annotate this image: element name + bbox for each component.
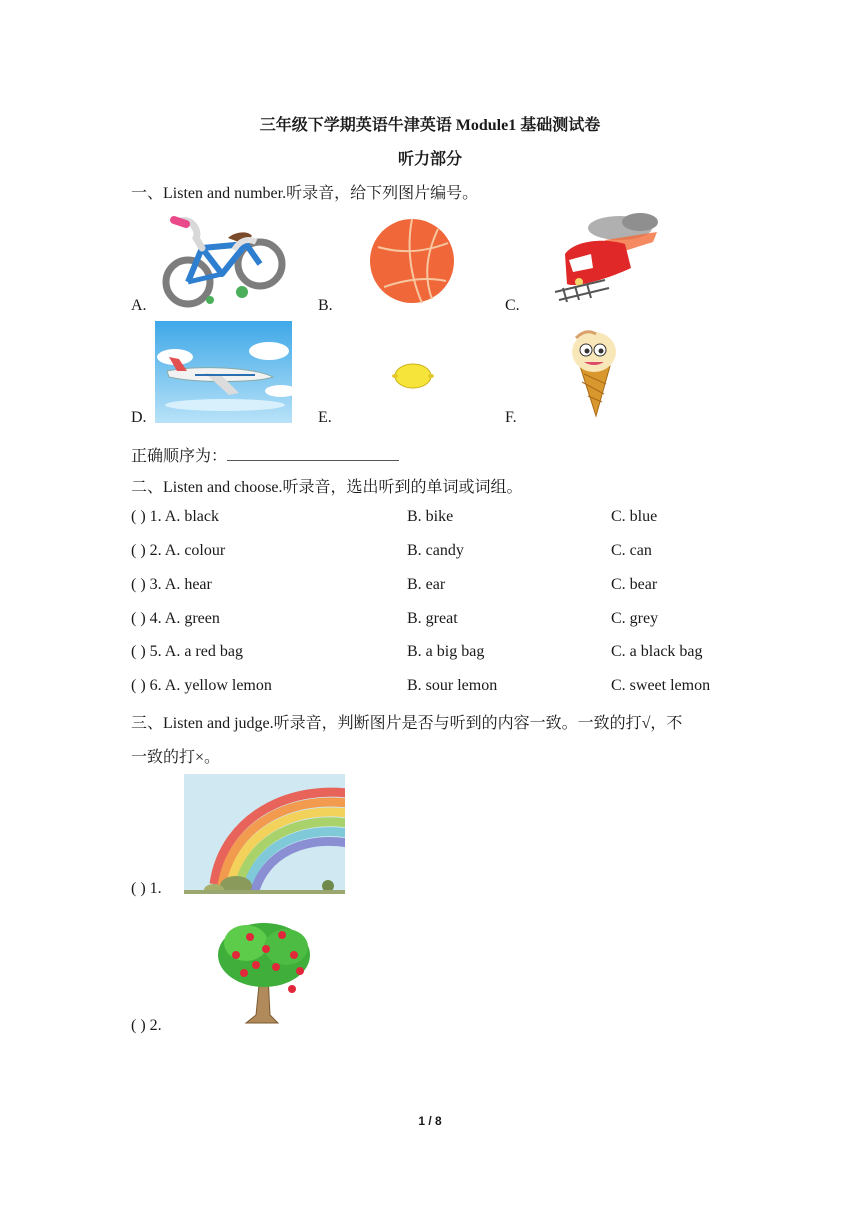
q4-option-c: C. grey: [611, 610, 659, 627]
q1-option-c: C. blue: [611, 508, 658, 525]
section3-heading-line2: 一致的打×。: [131, 749, 221, 766]
apple-tree-picture: [216, 915, 316, 1025]
answer-line: [131, 443, 399, 466]
rainbow-picture: [184, 774, 345, 894]
q2-option-c: C. can: [611, 542, 652, 559]
q5-option-c: C. a black bag: [611, 643, 703, 660]
label-e: E.: [318, 409, 332, 426]
q6-option-a: ( ) 6. A. yellow lemon: [131, 677, 272, 694]
page-title: 三年级下学期英语牛津英语 Module1 基础测试卷: [259, 117, 601, 134]
q4-option-a: ( ) 4. A. green: [131, 610, 220, 627]
q1-option-b: B. bike: [407, 508, 454, 525]
ball-picture: [368, 217, 456, 305]
train-picture: [545, 210, 665, 305]
q2-option-a: ( ) 2. A. colour: [131, 542, 226, 559]
q3-option-c: C. bear: [611, 576, 658, 593]
lemon-picture: [392, 362, 434, 390]
page-number: 1 / 8: [418, 1114, 442, 1128]
label-f: F.: [505, 409, 517, 426]
q3-option-b: B. ear: [407, 576, 446, 593]
page-subtitle: 听力部分: [397, 151, 462, 168]
answer-blank[interactable]: [227, 446, 399, 461]
section3-heading-line1: 三、Listen and judge.听录音，判断图片是否与听到的内容一致。一致的打√，不: [131, 715, 683, 732]
q1-option-a: ( ) 1. A. black: [131, 508, 219, 525]
q4-option-b: B. great: [407, 610, 458, 627]
q6-option-c: C. sweet lemon: [611, 677, 711, 694]
section1-heading: 一、Listen and number.听录音，给下列图片编号。: [131, 185, 479, 202]
label-d: D.: [131, 409, 147, 426]
bike-picture: [160, 210, 288, 310]
q3-option-a: ( ) 3. A. hear: [131, 576, 212, 593]
judge-item-1: ( ) 1.: [131, 880, 162, 897]
q6-option-b: B. sour lemon: [407, 677, 498, 694]
section2-heading: 二、Listen and choose.听录音，选出听到的单词或词组。: [131, 479, 523, 496]
ice-cream-picture: [566, 326, 622, 418]
q5-option-a: ( ) 5. A. a red bag: [131, 643, 243, 660]
label-c: C.: [505, 297, 520, 314]
answer-label: 正确顺序为：: [131, 448, 228, 465]
label-b: B.: [318, 297, 333, 314]
plane-picture: [155, 321, 292, 423]
q5-option-b: B. a big bag: [407, 643, 485, 660]
judge-item-2: ( ) 2.: [131, 1017, 162, 1034]
q2-option-b: B. candy: [407, 542, 464, 559]
label-a: A.: [131, 297, 147, 314]
